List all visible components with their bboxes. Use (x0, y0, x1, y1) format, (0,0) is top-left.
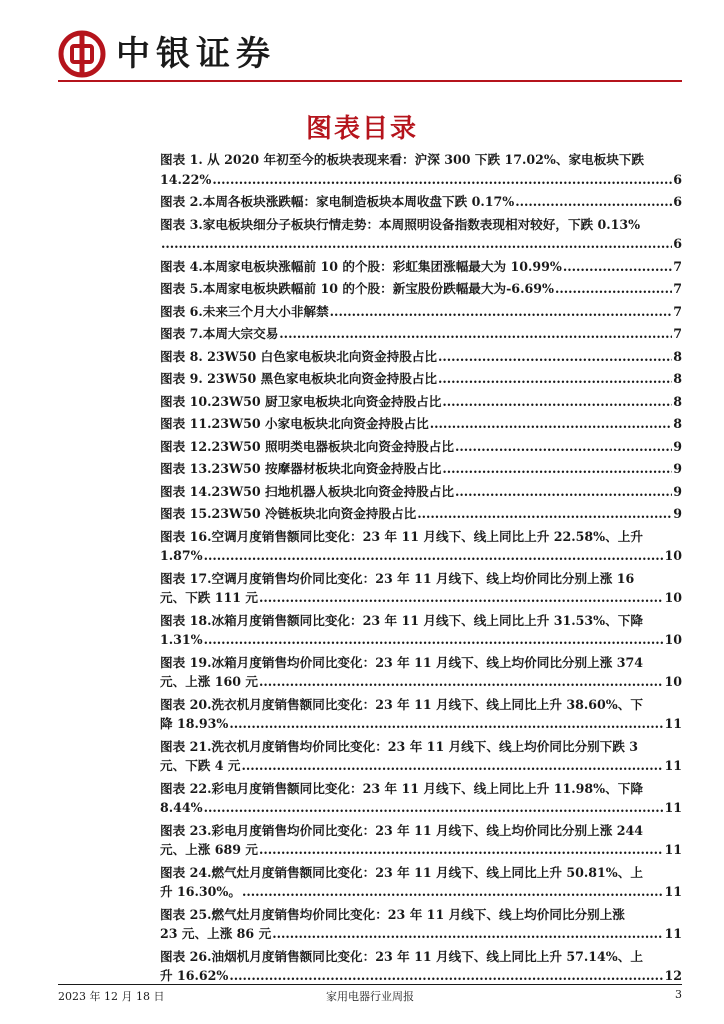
toc-entry-title-tail: 图表 5.本周家电板块跌幅前 10 的个股：新宝股份跌幅最大为-6.69% (160, 281, 554, 296)
dot-leader (229, 714, 663, 734)
dot-leader (330, 302, 673, 322)
toc-entry-page-number: 11 (664, 758, 682, 773)
toc-entry[interactable] (160, 653, 682, 692)
toc-entry-title-tail: 图表 13.23W50 按摩器材板块北向资金持股占比 (160, 461, 442, 476)
footer-date: 2023 年 12 月 18 日 (58, 990, 165, 1003)
toc-entry-leader-row (160, 369, 682, 389)
toc-entry[interactable] (160, 324, 682, 344)
toc-entry-leader-row (160, 630, 682, 650)
footer-report-name: 家用电器行业周报 (326, 990, 414, 1003)
toc-entry[interactable] (160, 482, 682, 502)
toc-entry-page-number: 10 (664, 548, 682, 563)
toc-entry-leader-row (160, 324, 682, 344)
dot-leader (229, 966, 663, 986)
toc-entry-page-number: 10 (664, 674, 682, 689)
toc-entry-title-tail: 元、上涨 160 元 (160, 674, 259, 689)
toc-entry[interactable] (160, 392, 682, 412)
toc-entry-page-number: 11 (664, 800, 682, 815)
toc-entry[interactable] (160, 215, 682, 254)
dot-leader (455, 482, 672, 502)
toc-entry-page-number: 7 (673, 303, 682, 319)
page-header (58, 24, 678, 84)
toc-entry-title-tail: 图表 11.23W50 小家电板块北向资金持股占比 (160, 416, 429, 431)
toc-entry[interactable] (160, 947, 682, 986)
toc-entry-page-number: 7 (673, 326, 682, 341)
toc-entry-title-line: 图表 20.洗衣机月度销售额同比变化：23 年 11 月线下、线上同比上升 38.60%、下 (160, 696, 643, 712)
dot-leader (204, 798, 664, 818)
toc-entry-leader-row (160, 234, 682, 254)
toc-entry-leader-row (160, 924, 682, 944)
dot-leader (161, 234, 672, 254)
dot-leader (212, 170, 672, 190)
toc-entry-leader-row (160, 756, 682, 776)
dot-leader (442, 459, 672, 479)
dot-leader (555, 279, 672, 299)
toc-entry-page-number: 8 (673, 393, 682, 409)
toc-entry-title-line: 图表 19.冰箱月度销售均价同比变化：23 年 11 月线下、线上均价同比分别上涨 374 (160, 654, 643, 670)
toc-entry-page-number: 6 (673, 236, 682, 251)
toc-entry-leader-row (160, 170, 682, 190)
dot-leader (272, 924, 663, 944)
footer-rule (58, 984, 682, 985)
toc-entry-title-tail: 1.87% (160, 548, 203, 563)
table-of-figures (160, 150, 682, 989)
toc-entry-title-line: 图表 17.空调月度销售均价同比变化：23 年 11 月线下、线上均价同比分别上涨 16 (160, 570, 635, 586)
page-footer (58, 988, 682, 1006)
toc-entry-page-number: 6 (673, 171, 682, 187)
toc-entry-leader-row (160, 504, 682, 524)
dot-leader (438, 369, 672, 389)
dot-leader (204, 630, 664, 650)
toc-entry[interactable] (160, 257, 682, 277)
toc-entry-title-tail: 图表 6.未来三个月大小非解禁 (160, 303, 329, 319)
brand-name: 中银证券 (116, 34, 276, 74)
toc-entry-page-number: 11 (664, 926, 682, 941)
toc-entry-leader-row (160, 437, 682, 457)
toc-entry-leader-row (160, 347, 682, 367)
toc-entry[interactable] (160, 302, 682, 322)
logo (58, 30, 276, 78)
toc-entry[interactable] (160, 504, 682, 524)
toc-entry[interactable] (160, 611, 682, 650)
toc-entry[interactable] (160, 779, 682, 818)
toc-entry-title-line: 图表 3.家电板块细分子板块行情走势：本周照明设备指数表现相对较好，下跌 0.13% (160, 216, 641, 232)
toc-entry-leader-row (160, 302, 682, 322)
toc-entry-leader-row (160, 714, 682, 734)
toc-entry[interactable] (160, 279, 682, 299)
toc-entry-page-number: 11 (664, 716, 682, 731)
toc-entry[interactable] (160, 414, 682, 434)
toc-entry-page-number: 9 (673, 461, 682, 476)
toc-entry-title-tail: 元、上涨 689 元 (160, 842, 259, 857)
toc-entry-page-number: 8 (673, 416, 682, 431)
toc-entry[interactable] (160, 863, 682, 902)
toc-entry-page-number: 9 (673, 506, 682, 521)
toc-entry[interactable] (160, 527, 682, 566)
toc-entry-title-tail: 23 元、上涨 86 元 (160, 926, 272, 941)
toc-entry-title-tail: 1.31% (160, 632, 203, 647)
toc-entry[interactable] (160, 695, 682, 734)
dot-leader (204, 546, 664, 566)
toc-entry-title-tail: 图表 10.23W50 厨卫家电板块北向资金持股占比 (160, 393, 442, 409)
toc-entry-title-line: 图表 22.彩电月度销售额同比变化：23 年 11 月线下、线上同比上升 11.98%、下降 (160, 780, 643, 796)
toc-entry[interactable] (160, 569, 682, 608)
footer-page-number: 3 (675, 988, 682, 1001)
toc-entry-page-number: 10 (664, 590, 682, 605)
toc-entry[interactable] (160, 192, 682, 212)
toc-entry-page-number: 8 (673, 348, 682, 364)
dot-leader (430, 414, 672, 434)
toc-entry-title-line: 图表 26.油烟机月度销售额同比变化：23 年 11 月线下、线上同比上升 57.14%、上 (160, 948, 643, 964)
toc-entry-page-number: 7 (673, 258, 682, 274)
toc-entry-leader-row (160, 588, 682, 608)
toc-entry-title-line: 图表 23.彩电月度销售均价同比变化：23 年 11 月线下、线上均价同比分别上涨 244 (160, 822, 643, 838)
toc-entry-leader-row (160, 882, 682, 902)
toc-entry-title-line: 图表 18.冰箱月度销售额同比变化：23 年 11 月线下、线上同比上升 31.53%、下降 (160, 612, 643, 628)
toc-entry-leader-row (160, 279, 682, 299)
dot-leader (515, 192, 672, 212)
toc-entry[interactable] (160, 347, 682, 367)
toc-entry-leader-row (160, 672, 682, 692)
toc-entry-title-tail: 图表 8. 23W50 白色家电板块北向资金持股占比 (160, 348, 437, 364)
toc-entry-title-tail: 升 16.30%。 (160, 884, 241, 899)
toc-entry-title-tail: 14.22% (160, 171, 212, 187)
header-rule (58, 80, 682, 82)
toc-entry[interactable] (160, 737, 682, 776)
dot-leader (563, 257, 672, 277)
dot-leader (242, 756, 664, 776)
toc-entry-page-number: 7 (673, 281, 682, 296)
toc-entry-leader-row (160, 192, 682, 212)
toc-entry-title-tail: 元、下跌 4 元 (160, 758, 241, 773)
toc-entry[interactable] (160, 437, 682, 457)
toc-entry-title-tail: 降 18.93% (160, 716, 229, 731)
dot-leader (417, 504, 672, 524)
dot-leader (242, 882, 663, 902)
toc-entry-leader-row (160, 392, 682, 412)
toc-entry-title-line: 图表 1. 从 2020 年初至今的板块表现来看：沪深 300 下跌 17.02%、家电板块下跌 (160, 152, 645, 167)
dot-leader (259, 840, 663, 860)
toc-entry[interactable] (160, 905, 682, 944)
toc-entry-title-tail: 图表 15.23W50 冷链板块北向资金持股占比 (160, 506, 417, 521)
toc-entry-title-line: 图表 16.空调月度销售额同比变化：23 年 11 月线下、线上同比上升 22.58%、上升 (160, 528, 643, 544)
dot-leader (259, 588, 663, 608)
dot-leader (279, 324, 672, 344)
toc-entry-leader-row (160, 966, 682, 986)
toc-entry-leader-row (160, 414, 682, 434)
toc-entry-page-number: 11 (664, 842, 682, 857)
toc-entry-leader-row (160, 798, 682, 818)
toc-entry-title-tail: 图表 12.23W50 照明类电器板块北向资金持股占比 (160, 438, 454, 454)
dot-leader (259, 672, 663, 692)
dot-leader (442, 392, 672, 412)
toc-entry[interactable] (160, 150, 682, 189)
toc-entry-page-number: 10 (664, 632, 682, 647)
toc-entry-leader-row (160, 459, 682, 479)
toc-entry-title-tail: 图表 14.23W50 扫地机器人板块北向资金持股占比 (160, 483, 454, 499)
toc-entry-leader-row (160, 482, 682, 502)
bank-of-china-logo-icon (58, 30, 106, 78)
toc-entry[interactable] (160, 459, 682, 479)
toc-entry-page-number: 11 (664, 884, 682, 899)
toc-entry-leader-row (160, 840, 682, 860)
toc-entry-title-line: 图表 21.洗衣机月度销售均价同比变化：23 年 11 月线下、线上均价同比分别下跌 3 (160, 738, 639, 754)
toc-entry-title-tail: 图表 4.本周家电板块涨幅前 10 的个股：彩虹集团涨幅最大为 10.99% (160, 258, 562, 274)
toc-entry-leader-row (160, 257, 682, 277)
toc-entry[interactable] (160, 369, 682, 389)
dot-leader (455, 437, 672, 457)
toc-entry-title-tail: 图表 9. 23W50 黑色家电板块北向资金持股占比 (160, 371, 437, 386)
toc-entry-page-number: 9 (673, 483, 682, 499)
toc-entry-page-number: 9 (673, 438, 682, 454)
toc-entry-title-line: 图表 25.燃气灶月度销售均价同比变化：23 年 11 月线下、线上均价同比分别上涨 (160, 906, 625, 922)
toc-entry-leader-row (160, 546, 682, 566)
toc-entry-title-tail: 图表 7.本周大宗交易 (160, 326, 279, 341)
page-title: 图表目录 (305, 114, 418, 144)
toc-entry-title-tail: 8.44% (160, 800, 203, 815)
toc-entry-title-tail: 元、下跌 111 元 (160, 590, 259, 605)
dot-leader (438, 347, 672, 367)
toc-entry-page-number: 6 (673, 194, 682, 209)
toc-entry-title-tail: 图表 2.本周各板块涨跌幅：家电制造板块本周收盘下跌 0.17% (160, 194, 515, 209)
toc-entry-page-number: 8 (673, 371, 682, 386)
toc-entry[interactable] (160, 821, 682, 860)
toc-entry-title-line: 图表 24.燃气灶月度销售额同比变化：23 年 11 月线下、线上同比上升 50.81%、上 (160, 864, 643, 880)
toc-entry-title-tail: 升 16.62% (160, 968, 229, 983)
toc-entry-page-number: 12 (664, 968, 682, 983)
